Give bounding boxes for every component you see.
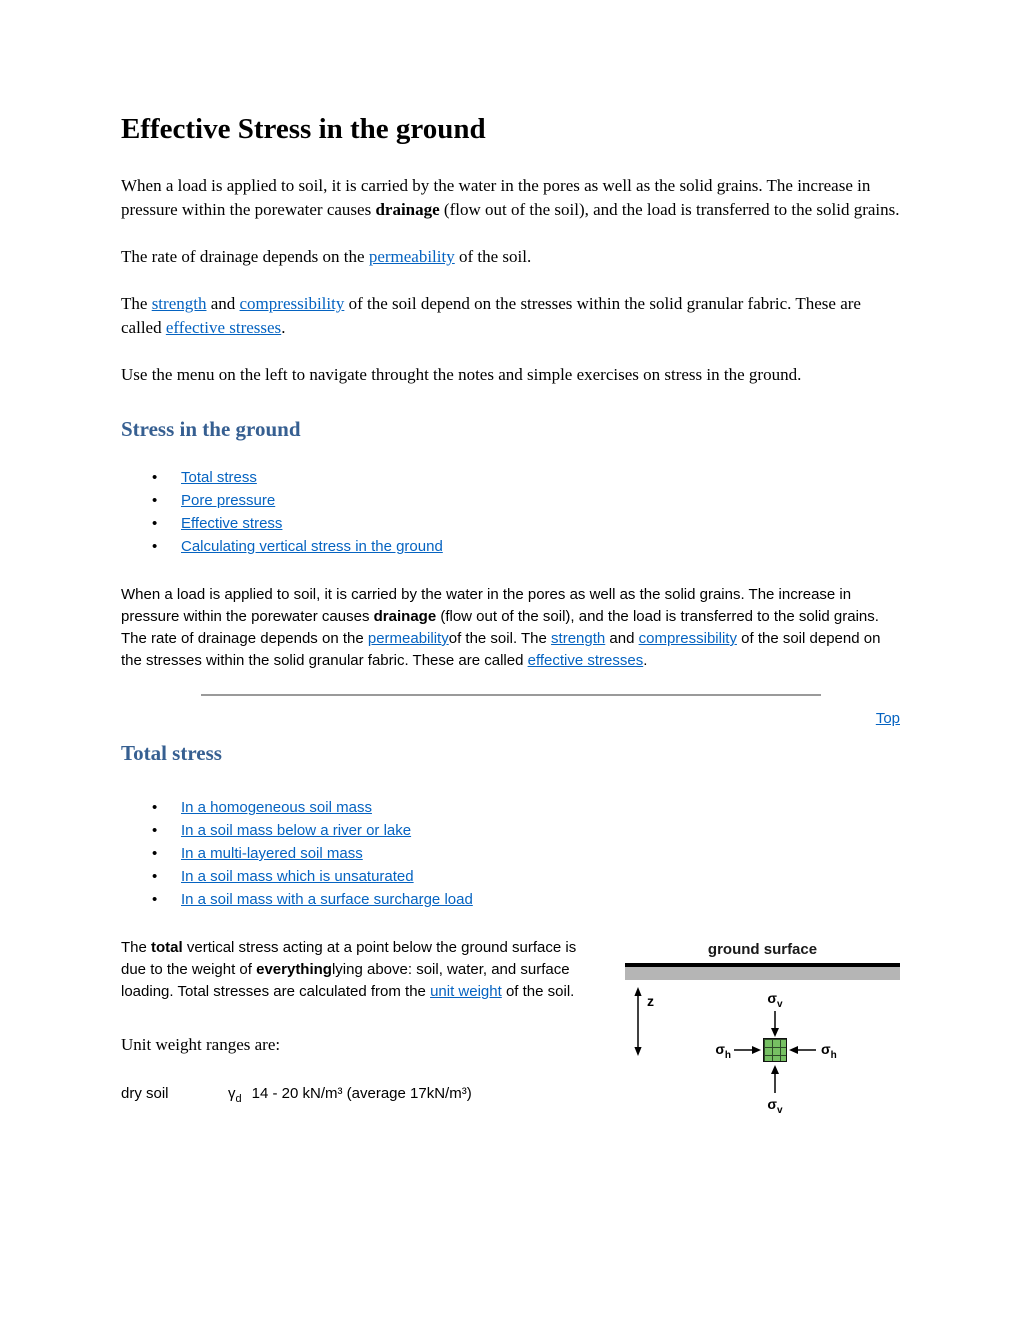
text-segment: The [121, 294, 152, 313]
text-segment: When a load is applied to soil, it is carried by the water in the pores as well as the solid grains. The increase in pressure within the porewater causes [121, 586, 852, 625]
intro-paragraph-3 [121, 292, 900, 340]
ground-surface-label: ground surface [707, 941, 818, 958]
list-item [121, 819, 900, 842]
gamma-d-symbol [228, 1085, 242, 1105]
compressibility-link[interactable]: compressibility [638, 630, 737, 647]
text-segment: of the soil depend on the stresses within the solid granular fabric. These are called [121, 294, 861, 337]
multi-layered-soil-mass-link[interactable]: In a multi-layered soil mass [181, 845, 363, 862]
bold-drainage: drainage [373, 608, 437, 625]
total-stress-figure [625, 941, 900, 1141]
text-segment: vertical stress acting at a point below the ground surface is due to the weight of [121, 939, 577, 978]
soil-mass-below-river-link[interactable]: In a soil mass below a river or lake [181, 822, 412, 839]
total-stress-body [121, 937, 900, 1149]
text-segment: and [605, 630, 639, 647]
text-segment: (flow out of the soil), and the load is transferred to the solid grains. [439, 200, 900, 219]
text-segment: of the soil. The [448, 630, 552, 647]
text-segment: When a load is applied to soil, it is carried by the water in the pores as well as the solid grains. The increase in pressure within the porewater causes [121, 176, 871, 219]
soil-element-square [763, 1038, 787, 1062]
list-item [121, 888, 900, 911]
unit-weight-ranges-line: Unit weight ranges are: [121, 1035, 281, 1054]
sigma-h-right-label [821, 1041, 851, 1061]
text-segment: The rate of drainage depends on the [121, 247, 369, 266]
sigma-subscript: h [830, 1049, 837, 1061]
text-segment: . [281, 318, 286, 337]
stress-topics-list [121, 466, 900, 558]
dry-soil-value: 14 - 20 kN/m³ (average 17kN/m³) [251, 1085, 472, 1102]
top-link-row [121, 710, 900, 727]
soil-surface-band [625, 967, 900, 980]
dry-soil-label: dry soil [121, 1085, 169, 1102]
effective-stresses-link[interactable]: effective stresses [527, 652, 644, 669]
strength-link[interactable]: strength [551, 630, 606, 647]
list-item [121, 535, 900, 558]
sigma-h-left-label [701, 1041, 731, 1061]
sigma-subscript: v [777, 1104, 783, 1116]
text-segment: lying above: soil, water, and surface loading. Total stresses are calculated from the [121, 961, 570, 1000]
strength-link[interactable]: strength [151, 294, 207, 313]
gamma-symbol: γ [228, 1085, 236, 1102]
calculating-vertical-stress-link[interactable]: Calculating vertical stress in the ground [181, 538, 443, 555]
sigma-symbol: σ [767, 1096, 777, 1112]
total-stress-topics-list [121, 796, 900, 911]
list-item [121, 489, 900, 512]
intro-paragraph-4 [121, 363, 900, 387]
section-heading-stress-in-the-ground: Stress in the ground [121, 417, 301, 441]
compressibility-link[interactable]: compressibility [239, 294, 345, 313]
permeability-link[interactable]: permeability [368, 247, 455, 266]
sigma-symbol: σ [821, 1041, 831, 1057]
permeability-link[interactable]: permeability [367, 630, 449, 647]
sigma-subscript: h [724, 1049, 731, 1061]
text-segment: Use the menu on the left to navigate throught the notes and simple exercises on stress in the ground. [121, 365, 802, 384]
page-title: Effective Stress in the ground [121, 113, 486, 145]
sigma-symbol: σ [715, 1041, 725, 1057]
sigma-subscript: v [777, 998, 783, 1010]
sigma-v-top-label [759, 990, 791, 1010]
section-heading-total-stress: Total stress [121, 741, 222, 765]
text-segment: of the soil. [501, 983, 575, 1000]
intro-paragraph-2 [121, 245, 900, 269]
list-item [121, 512, 900, 535]
list-item [121, 466, 900, 489]
text-segment: (flow out of the soil), and the load is transferred to the solid grains. The rate of drainage depends on the [121, 608, 879, 647]
text-segment: of the soil depend on the stresses within the solid granular fabric. These are called [121, 630, 881, 669]
total-stress-link[interactable]: Total stress [181, 469, 257, 486]
intro-paragraph-1 [121, 174, 900, 222]
bold-total: total [151, 939, 183, 956]
homogeneous-soil-mass-link[interactable]: In a homogeneous soil mass [181, 799, 372, 816]
text-segment: of the soil. [454, 247, 532, 266]
text-segment: . [643, 652, 648, 669]
sigma-v-bottom-label [759, 1096, 791, 1116]
unit-weight-link[interactable]: unit weight [430, 983, 502, 1000]
text-segment: and [206, 294, 240, 313]
list-item [121, 796, 900, 819]
bold-drainage: drainage [375, 200, 440, 219]
depth-z-label: z [647, 993, 654, 1009]
effective-stresses-link[interactable]: effective stresses [165, 318, 282, 337]
gamma-subscript: d [235, 1093, 242, 1105]
list-item [121, 842, 900, 865]
pore-pressure-link[interactable]: Pore pressure [181, 492, 276, 509]
unsaturated-soil-mass-link[interactable]: In a soil mass which is unsaturated [181, 868, 414, 885]
effective-stress-link[interactable]: Effective stress [181, 515, 283, 532]
horizontal-divider [201, 694, 821, 696]
stress-summary-paragraph [121, 584, 900, 672]
list-item [121, 865, 900, 888]
sigma-symbol: σ [767, 990, 777, 1006]
surface-surcharge-load-link[interactable]: In a soil mass with a surface surcharge load [181, 891, 473, 908]
text-segment: The [121, 939, 152, 956]
top-link[interactable]: Top [875, 710, 900, 727]
bold-everything: everything [256, 961, 332, 978]
